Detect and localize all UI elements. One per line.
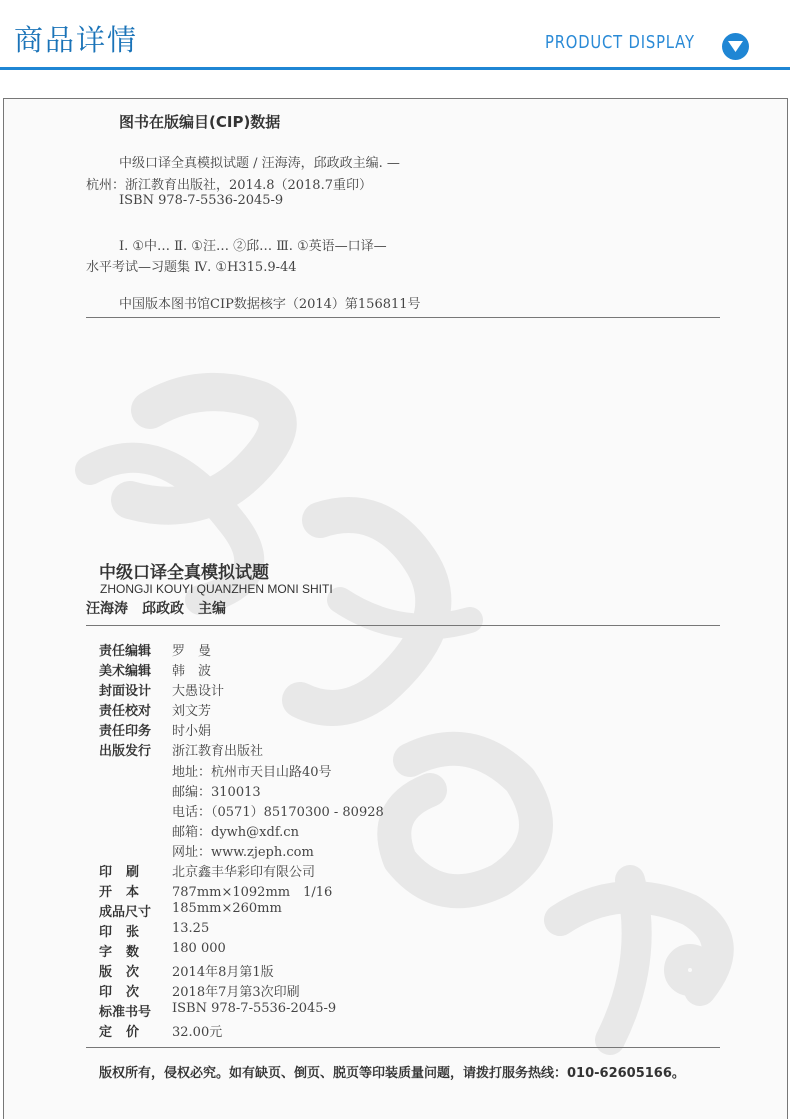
credit-label: 封面设计 bbox=[99, 684, 152, 699]
spec-label: 成品尺寸 bbox=[99, 905, 152, 920]
spec-label: 开本 bbox=[99, 885, 154, 900]
header-subtitle: PRODUCT DISPLAY bbox=[545, 32, 695, 53]
cip-line: 水平考试—习题集 Ⅳ. ①H315.9-44 bbox=[86, 260, 297, 275]
cip-line: 中级口译全真模拟试题 / 汪海涛，邱政政主编. — bbox=[119, 156, 400, 171]
spec-label: 印张 bbox=[99, 925, 154, 940]
cip-heading: 图书在版编目(CIP)数据 bbox=[119, 113, 281, 131]
header-title: 商品详情 bbox=[14, 23, 139, 57]
credit-label: 责任印务 bbox=[99, 724, 152, 739]
publisher-phone: 电话：（0571）85170300 - 80928 bbox=[172, 805, 384, 820]
divider bbox=[86, 317, 720, 318]
credit-value: 韩 波 bbox=[172, 664, 212, 679]
spec-label: 印次 bbox=[99, 985, 154, 1000]
credit-value: 刘文芳 bbox=[172, 704, 212, 719]
spec-isbn: ISBN 978-7-5536-2045-9 bbox=[172, 1001, 337, 1016]
spec-value: 北京鑫丰华彩印有限公司 bbox=[172, 865, 316, 880]
credit-label: 美术编辑 bbox=[99, 664, 152, 679]
book-authors: 汪海涛 邱政政 主编 bbox=[86, 601, 226, 617]
credit-value: 时小娟 bbox=[172, 724, 212, 739]
spec-price: 32.00元 bbox=[172, 1025, 223, 1040]
credit-label: 责任校对 bbox=[99, 704, 152, 719]
copyright-notice: 版权所有，侵权必究。如有缺页、倒页、脱页等印装质量问题，请拨打服务热线：010-62605166。 bbox=[99, 1066, 685, 1081]
cip-isbn: ISBN 978-7-5536-2045-9 bbox=[119, 193, 284, 208]
book-title-pinyin: ZHONGJI KOUYI QUANZHEN MONI SHITI bbox=[100, 582, 333, 596]
publisher-website: 网址：www.zjeph.com bbox=[172, 845, 314, 860]
spec-label: 版次 bbox=[99, 965, 154, 980]
cip-line: Ⅰ. ①中… Ⅱ. ①汪… ②邱… Ⅲ. ①英语—口译— bbox=[119, 239, 387, 254]
spec-label: 印刷 bbox=[99, 865, 154, 880]
publisher-address: 地址：杭州市天目山路40号 bbox=[172, 765, 332, 780]
spec-label: 标准书号 bbox=[99, 1005, 152, 1020]
credit-label: 出版发行 bbox=[99, 744, 152, 759]
cip-line: 杭州：浙江教育出版社，2014.8（2018.7重印） bbox=[86, 178, 372, 193]
spec-value: 185mm×260mm bbox=[172, 901, 282, 916]
publisher-email: 邮箱：dywh@xdf.cn bbox=[172, 825, 299, 840]
publisher-name: 浙江教育出版社 bbox=[172, 744, 264, 759]
credit-value: 大愚设计 bbox=[172, 684, 225, 699]
spec-value: 13.25 bbox=[172, 921, 210, 936]
spec-value: 787mm×1092mm 1/16 bbox=[172, 885, 333, 900]
spec-value: 2018年7月第3次印刷 bbox=[172, 985, 300, 1000]
divider bbox=[86, 625, 720, 626]
header-divider bbox=[0, 67, 790, 70]
credit-value: 罗 曼 bbox=[172, 644, 212, 659]
book-title: 中级口译全真模拟试题 bbox=[99, 563, 269, 583]
cip-record-number: 中国版本图书馆CIP数据核字（2014）第156811号 bbox=[119, 297, 421, 312]
spec-value: 2014年8月第1版 bbox=[172, 965, 274, 980]
spec-value: 180 000 bbox=[172, 941, 226, 956]
spec-label: 字数 bbox=[99, 945, 154, 960]
chevron-down-icon[interactable] bbox=[722, 33, 749, 60]
divider bbox=[86, 1047, 720, 1048]
credit-label: 责任编辑 bbox=[99, 644, 152, 659]
page-header bbox=[0, 0, 790, 72]
publisher-postcode: 邮编：310013 bbox=[172, 785, 261, 800]
spec-label: 定价 bbox=[99, 1025, 154, 1040]
